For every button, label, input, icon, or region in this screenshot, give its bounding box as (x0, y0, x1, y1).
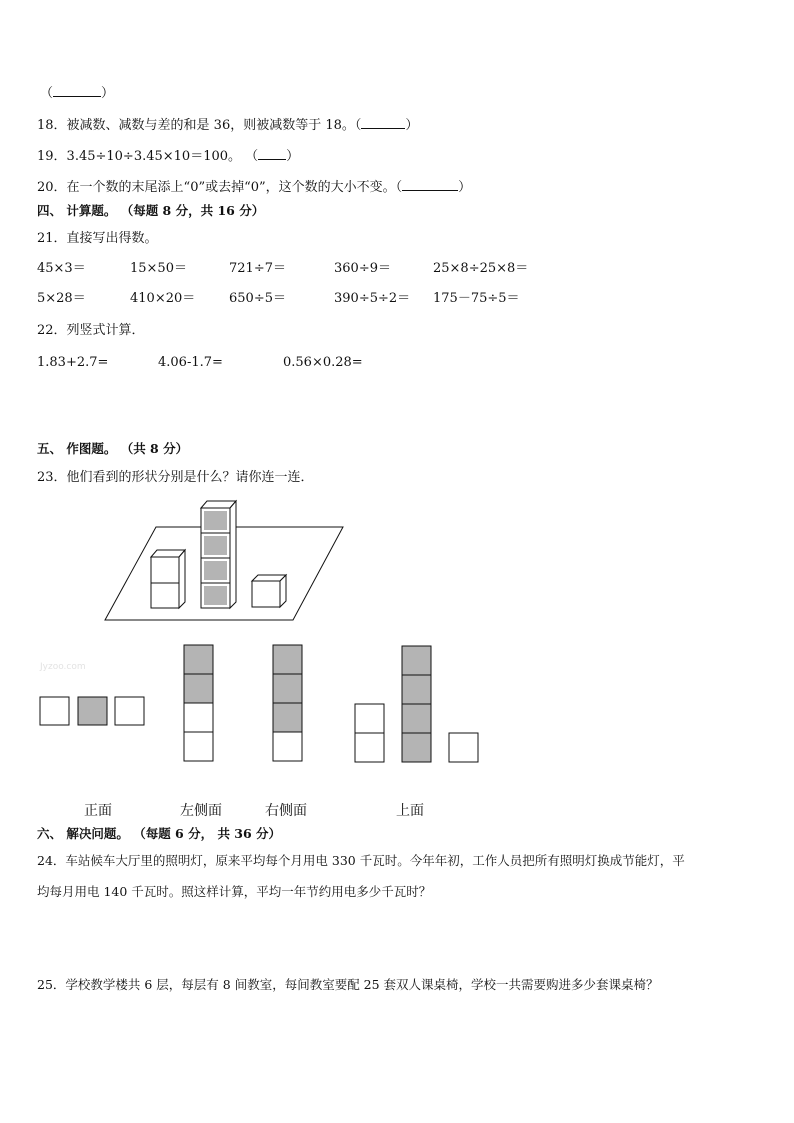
view-option-1 (40, 697, 144, 725)
view-label-top: 上面 (396, 803, 424, 819)
calc-item: 390÷5÷2＝ (334, 291, 411, 306)
section-6-title: 六、 解决问题。 （每题 6 分， 共 36 分） (37, 826, 282, 841)
question-21-prompt: 21．直接写出得数。 (37, 231, 158, 246)
question-24-line-1: 24．车站候车大厅里的照明灯，原来平均每个月用电 330 千瓦时。今年年初，工作人员把所有照明灯换成节能灯，平 (37, 853, 685, 868)
section-5-title: 五、 作图题。 （共 8 分） (37, 441, 189, 456)
view-label-front: 正面 (84, 803, 112, 819)
calc-item: 650÷5＝ (229, 291, 286, 306)
calc-item: 25×8÷25×8＝ (433, 261, 529, 276)
question-23-prompt: 23．他们看到的形状分别是什么？请你连一连． (37, 470, 314, 485)
watermark: Jyzoo.com (40, 662, 86, 672)
view-option-3 (273, 645, 302, 761)
paren-close: ） (405, 118, 419, 133)
section-4-title: 四、 计算题。 （每题 8 分，共 16 分） (37, 203, 265, 218)
vertical-calc-item: 1.83+2.7= (37, 355, 109, 370)
paren-close: ） (101, 86, 115, 101)
paren-close: ） (458, 180, 472, 195)
question-22-prompt: 22．列竖式计算． (37, 323, 145, 338)
calc-item: 45×3＝ (37, 261, 86, 276)
view-label-left-side: 左侧面 (180, 803, 222, 819)
question-19-text: 19．3.45÷10÷3.45×10＝100。 （ (37, 149, 259, 164)
question-25: 25．学校教学楼共 6 层，每层有 8 间教室，每间教室要配 25 套双人课桌椅，学校一共需要购进多少套课桌椅？ (37, 977, 659, 992)
question-24-line-2: 均每月用电 140 千瓦时。照这样计算，平均一年节约用电多少千瓦时？ (37, 884, 432, 899)
cube-stack-tall (201, 501, 236, 608)
question-18-text: 18．被减数、减数与差的和是 36，则被减数等于 18。（ (37, 118, 362, 133)
view-option-2 (184, 645, 213, 761)
calc-item: 15×50＝ (130, 261, 187, 276)
paren-open: （ (40, 86, 54, 101)
cube-stack-left (151, 550, 185, 608)
vertical-calc-item: 4.06-1.7= (158, 355, 223, 370)
calc-item: 175－75÷5＝ (433, 291, 520, 306)
view-label-right-side: 右侧面 (265, 803, 307, 819)
calc-item: 721÷7＝ (229, 261, 286, 276)
view-option-4 (355, 646, 478, 762)
calc-item: 360÷9＝ (334, 261, 391, 276)
question-20-text: 20．在一个数的末尾添上“0”或去掉“0”，这个数的大小不变。（ (37, 180, 403, 195)
vertical-calc-item: 0.56×0.28= (283, 355, 363, 370)
paren-close: ） (286, 149, 300, 164)
cube-single-right (252, 575, 286, 607)
calc-item: 5×28＝ (37, 291, 86, 306)
calc-item: 410×20＝ (130, 291, 196, 306)
